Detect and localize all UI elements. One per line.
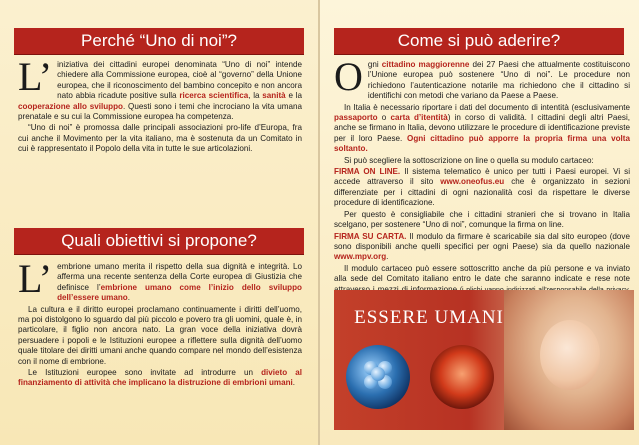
section-title-obiettivi: Quali obiettivi si propone? bbox=[14, 228, 304, 254]
paragraph: Il modulo cartaceo può essere sottoscritto anche da più persone e va inviato alla sede del Comitato italiano entro le date che saranno indicate e rese note bbox=[334, 263, 630, 284]
paragraph: embrione umano merita il rispetto della sua dignità e integrità. Lo afferma una recente sentenza della Corte europea di Giustizia che definisce l’embrione umano come l’inizio dello sviluppo dell’essere umano. bbox=[57, 262, 302, 303]
section-title-aderire: Come si può aderire? bbox=[334, 28, 624, 54]
paragraph: FIRMA ON LINE. Il sistema telematico è unico per tutti i Paesi europei. Vi si accede attraverso il sito www.oneofus.eu che è organizzato in sezioni differenziate per i cittadini di ogni nazionalità così da rispettare le diverse procedure di identificazione. bbox=[334, 167, 630, 208]
dropcap: L’ bbox=[18, 256, 53, 301]
paragraph: “Uno di noi” è promossa dalle principali associazioni pro-life d’Europa, fra cui anche il Movimento per la vita italiano, ma è sostenuta da un Comitato in cui è rappresentato il Popolo della vita in tutte le sue articolazioni. bbox=[18, 123, 302, 154]
embryo-cells-image bbox=[346, 345, 410, 409]
paragraph: In Italia è necessario riportare i dati del documento di intentità (esclusivamente passaporto o carta d’itentità) in corso di validità. I cittadini degli altri Paesi, anche se firmano in Italia, devono utilizzare le procedure di identificazione previste per il loro Paese. Ogni cittadino può apporre la propria firma una volta soltanto. bbox=[334, 102, 630, 154]
right-panel bbox=[320, 0, 639, 445]
section-body-obiettivi bbox=[18, 256, 302, 390]
face-shape bbox=[540, 320, 600, 390]
left-panel bbox=[0, 0, 318, 445]
image-caption: ESSERE UMANI bbox=[354, 307, 504, 328]
section-body-aderire bbox=[334, 54, 630, 308]
section-title-perche: Perché “Uno di noi”? bbox=[14, 28, 304, 54]
dropcap: L’ bbox=[18, 54, 53, 99]
paragraph: iniziativa dei cittadini europei denominata “Uno di noi” intende chiedere alla Commissione europea, cioè al “governo” della Unione europea, che il riconoscimento del bambino concepito e non ancora nato abbia ricadute positive sulla ricerca scientifica, la sanità e la cooperazione allo sviluppo. Questi sono i temi che incrociano la vita umana prenatale e su cui la Commissione europea ha competenza. bbox=[18, 60, 302, 122]
section-body-perche bbox=[18, 54, 302, 156]
essere-umani-image bbox=[334, 290, 634, 430]
mother-baby-photo bbox=[504, 290, 634, 430]
paragraph: Le Istituzioni europee sono invitate ad introdurre un divieto al finanziamento di attività che implicano la distruzione di embrioni umani. bbox=[18, 368, 302, 388]
fetus-image bbox=[430, 345, 494, 409]
dropcap: O bbox=[334, 54, 363, 99]
paragraph: gni cittadino maggiorenne dei 27 Paesi che attualmente costituiscono l’Unione europea può sostenere “Uno di noi”. Le procedure non richiedono l’autenticazione notarile ma richiedono che il cittadino si identifichi con metodi che variano da Paese a Paese. bbox=[367, 60, 630, 101]
paragraph: FIRMA SU CARTA. Il modulo da firmare è scaricabile sia dal sito europeo (dove sono disponibili anche quelli specifici per ogni Paese) sia da quello nazionale www.mpv.org. bbox=[334, 231, 630, 262]
paragraph: Si può scegliere la sottoscrizione on line o quella su modulo cartaceo: bbox=[344, 155, 594, 165]
paragraph: La cultura e il diritto europei proclamano continuamente i diritti dell’uomo, ma poi distolgono lo sguardo dal più piccolo e povero tra gli uomini, quale è, in particolare, il figlio non ancora nato. La gran voce della iniziativa dovrà persuadere i popoli e le Istituzioni europee a riflettere sulla dignità dell’uomo quale titolare dei diritti umani anche quando compare nel mondo dell’esistenza con il nome di embrione. bbox=[18, 304, 302, 366]
paragraph: Per questo è consigliabile che i cittadini stranieri che si trovano in Italia scelgano, per sostenere “Uno di noi”, comunque la firma on line. bbox=[334, 209, 630, 230]
